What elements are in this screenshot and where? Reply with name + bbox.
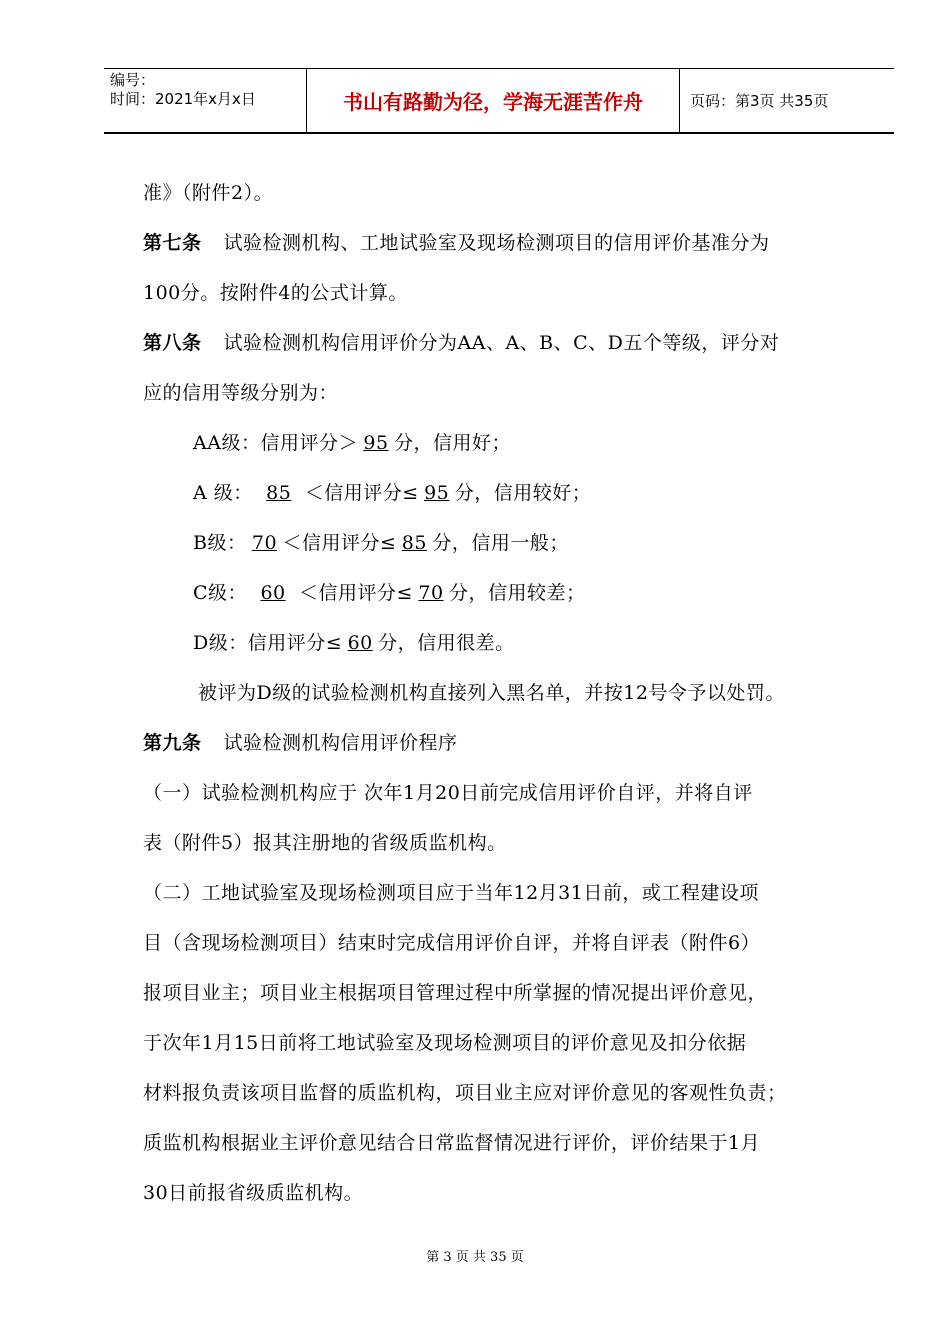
score-value: 95 xyxy=(424,482,450,504)
score-value: 60 xyxy=(260,582,286,604)
grade-text: D级：信用评分≤ xyxy=(193,632,343,654)
grade-aa xyxy=(143,422,863,472)
time-label: 时间：2021年x月x日 xyxy=(110,90,256,108)
score-value: 70 xyxy=(418,582,444,604)
article-text: 试验检测机构信用评价分为AA、A、B、C、D五个等级，评分对 xyxy=(223,332,780,354)
header-motto: 书山有路勤为径，学海无涯苦作舟 xyxy=(306,69,680,132)
grade-text: ＜信用评分≤ xyxy=(282,532,397,554)
article-7 xyxy=(143,222,863,272)
grade-text: 分，信用好； xyxy=(393,432,511,454)
page-footer: 第 3 页 共 35 页 xyxy=(426,1250,524,1265)
grade-text: 分，信用较差； xyxy=(448,582,586,604)
text-line: 质监机构根据业主评价意见结合日常监督情况进行评价，评价结果于1月 xyxy=(143,1132,761,1154)
document-body xyxy=(143,172,863,1222)
grade-text: 分，信用很差。 xyxy=(378,632,515,654)
grade-text: A 级： xyxy=(193,482,253,504)
grade-text: ＜信用评分≤ xyxy=(299,582,413,604)
article-label: 第九条 xyxy=(143,732,202,754)
grade-a xyxy=(143,472,863,522)
article-text: 试验检测机构、工地试验室及现场检测项目的信用评价基准分为 xyxy=(223,232,770,254)
score-value: 95 xyxy=(363,432,389,454)
text-line: 报项目业主；项目业主根据项目管理过程中所掌握的情况提出评价意见， xyxy=(143,982,768,1004)
article-9 xyxy=(143,722,863,772)
grade-text: C级： xyxy=(193,582,248,604)
grade-b xyxy=(143,522,863,572)
article-8 xyxy=(143,322,863,372)
text-line: 100分。按附件4的公式计算。 xyxy=(143,282,408,304)
grade-c xyxy=(143,572,863,622)
grade-text: B级： xyxy=(193,532,247,554)
code-label: 编号： xyxy=(110,71,156,89)
text-line: 材料报负责该项目监督的质监机构，项目业主应对评价意见的客观性负责； xyxy=(143,1082,787,1104)
article-label: 第八条 xyxy=(143,332,202,354)
text-line: 于次年1月15日前将工地试验室及现场检测项目的评价意见及扣分依据 xyxy=(143,1032,747,1054)
text-line: 准》（附件2）。 xyxy=(143,182,274,204)
text-line: 目（含现场检测项目）结束时完成信用评价自评，并将自评表（附件6） xyxy=(143,932,761,954)
article-text: 试验检测机构信用评价程序 xyxy=(223,732,458,754)
article-label: 第七条 xyxy=(143,232,202,254)
score-value: 85 xyxy=(401,532,427,554)
score-value: 70 xyxy=(251,532,278,554)
text-line: 应的信用等级分别为： xyxy=(143,382,339,404)
text-line: 表（附件5）报其注册地的省级质监机构。 xyxy=(143,832,507,854)
page-header xyxy=(104,68,894,134)
header-page-info: 页码：第3页 共35页 xyxy=(690,92,829,110)
grade-text: ＜信用评分≤ xyxy=(304,482,419,504)
text-line: 30日前报省级质监机构。 xyxy=(143,1182,364,1204)
header-meta xyxy=(104,69,306,132)
text-line: （一）试验检测机构应于 次年1月20日前完成信用评价自评，并将自评 xyxy=(143,782,753,804)
grade-text: AA级：信用评分＞ xyxy=(193,432,358,454)
score-value: 85 xyxy=(266,482,292,504)
score-value: 60 xyxy=(347,632,373,654)
grade-text: 分，信用较好； xyxy=(454,482,592,504)
grade-d xyxy=(143,622,863,672)
text-line: （二）工地试验室及现场检测项目应于当年12月31日前，或工程建设项 xyxy=(143,882,759,904)
grade-text: 分，信用一般； xyxy=(432,532,569,554)
text-line: 被评为D级的试验检测机构直接列入黑名单，并按12号令予以处罚。 xyxy=(198,682,785,704)
